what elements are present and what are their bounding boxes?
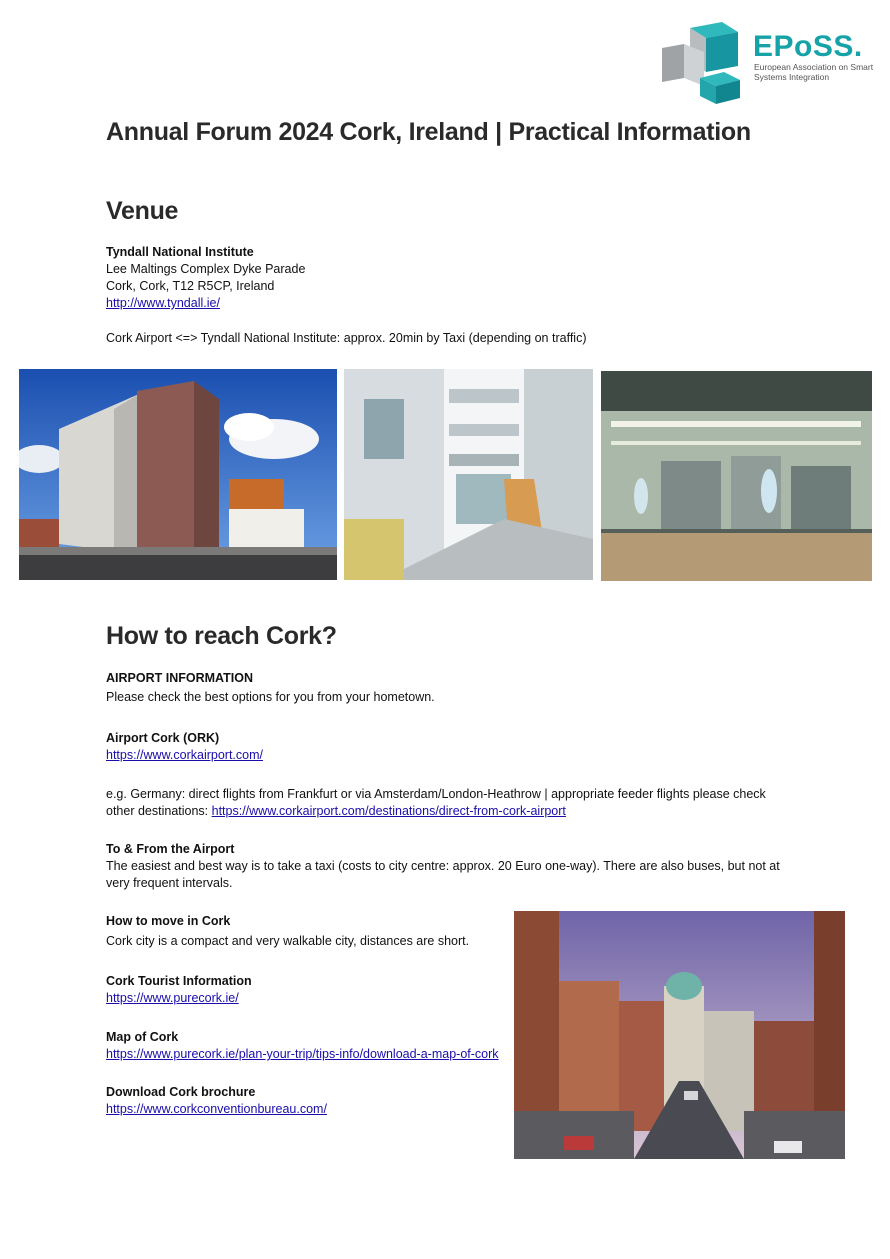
move-in-cork-text: Cork city is a compact and very walkable city, distances are short. (106, 934, 470, 948)
to-from-airport-text-1: The easiest and best way is to take a taxi (costs to city centre: approx. 20 Euro one-way). There are also buses, but not at (106, 859, 780, 873)
venue-address-line1: Lee Maltings Complex Dyke Parade (106, 262, 306, 276)
eposs-logo (660, 22, 874, 104)
logo-tagline: European Association on Smart Systems Integration (754, 62, 874, 82)
tyndall-atrium-photo (344, 369, 593, 580)
airport-info-label: AIRPORT INFORMATION (106, 671, 253, 685)
map-of-cork-label: Map of Cork (106, 1030, 179, 1044)
to-from-airport-text-2: very frequent intervals. (106, 876, 233, 890)
map-of-cork-link[interactable]: https://www.purecork.ie/plan-your-trip/tips-info/download-a-map-of-cork (106, 1047, 499, 1061)
airport-cork-label: Airport Cork (ORK) (106, 731, 220, 745)
venue-website-link[interactable]: http://www.tyndall.ie/ (106, 296, 220, 310)
cork-street-photo (514, 911, 845, 1159)
germany-flights-text: e.g. Germany: direct flights from Frankfurt or via Amsterdam/London-Heathrow | appropriate feeder flights please check (106, 787, 766, 801)
airport-info-text: Please check the best options for you from your hometown. (106, 690, 435, 704)
other-destinations-label: other destinations: (106, 804, 212, 818)
eposs-cube-icon (660, 22, 750, 104)
other-destinations-link[interactable]: https://www.corkairport.com/destinations/direct-from-cork-airport (211, 804, 566, 818)
page-title: Annual Forum 2024 Cork, Ireland | Practical Information (106, 118, 751, 146)
tourist-info-link[interactable]: https://www.purecork.ie/ (106, 991, 239, 1005)
tyndall-building-photo (19, 369, 337, 580)
tyndall-cleanroom-photo (601, 371, 872, 581)
brochure-link[interactable]: https://www.corkconventionbureau.com/ (106, 1102, 327, 1116)
reach-heading: How to reach Cork? (106, 622, 337, 650)
venue-heading: Venue (106, 197, 179, 225)
venue-transfer-info: Cork Airport <=> Tyndall National Institute: approx. 20min by Taxi (depending on traffic) (106, 331, 587, 345)
move-in-cork-label: How to move in Cork (106, 914, 231, 928)
airport-cork-link[interactable]: https://www.corkairport.com/ (106, 748, 263, 762)
venue-name: Tyndall National Institute (106, 245, 254, 259)
brochure-label: Download Cork brochure (106, 1085, 256, 1099)
tourist-info-label: Cork Tourist Information (106, 974, 252, 988)
logo-wordmark: EPoSS. (753, 30, 863, 63)
to-from-airport-label: To & From the Airport (106, 842, 235, 856)
venue-address-line2: Cork, Cork, T12 R5CP, Ireland (106, 279, 275, 293)
